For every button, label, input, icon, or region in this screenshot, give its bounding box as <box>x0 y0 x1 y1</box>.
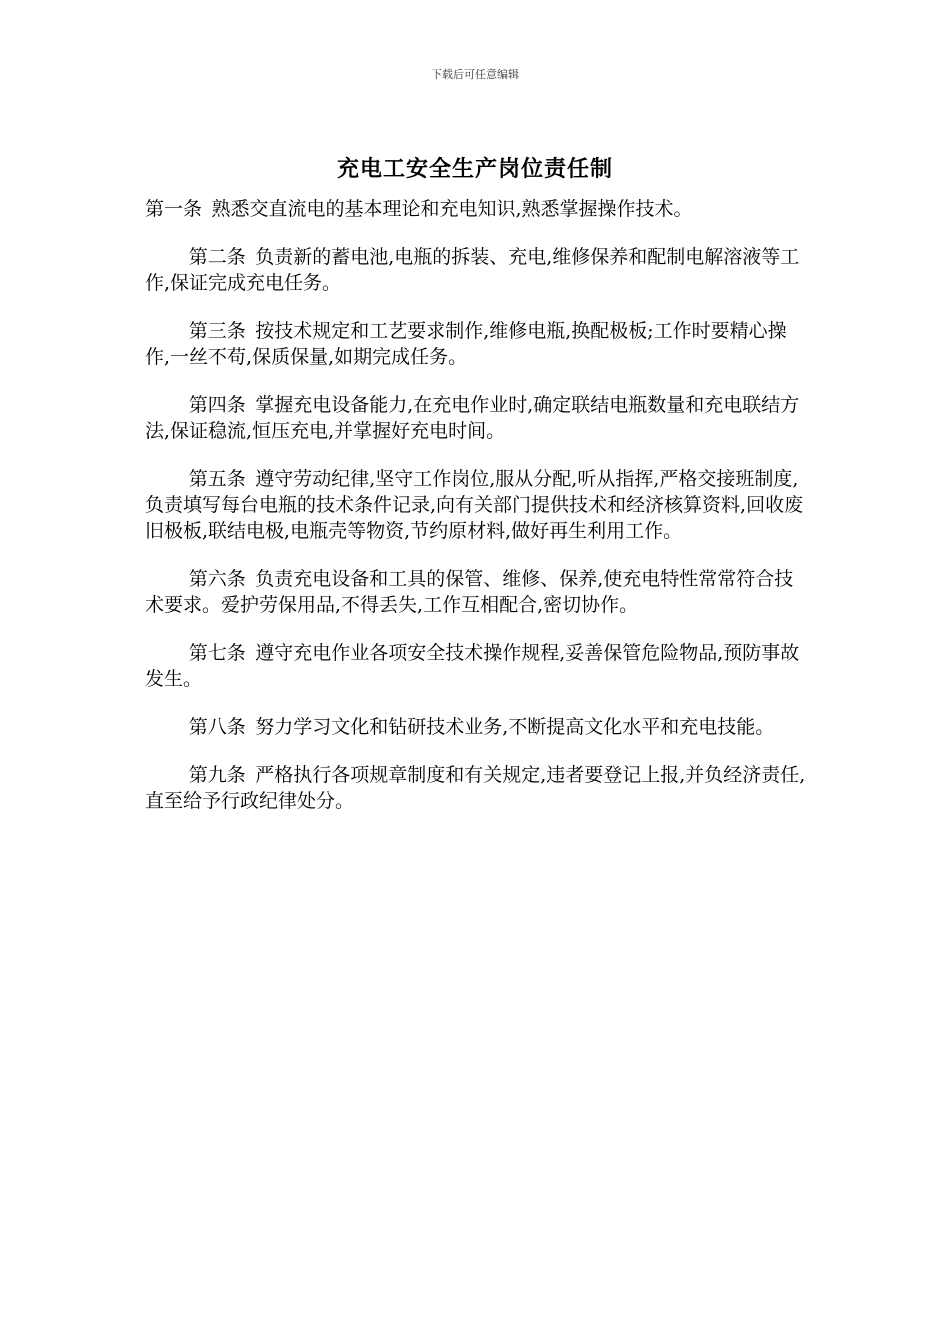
article-text: 负责充电设备和工具的保管、维修、保养,使充电特性常常符合技术要求。爱护劳保用品,不得丢失,工作互相配合,密切协作。 <box>145 568 794 616</box>
article-heading: 第八条 <box>188 716 246 738</box>
article-5 <box>145 466 807 544</box>
article-text: 遵守劳动纪律,坚守工作岗位,服从分配,听从指挥,严格交接班制度,负责填写每台电瓶的技术条件记录,向有关部门提供技术和经济核算资料,回收废旧极板,联结电极,电瓶壳等物资,节约原材料,做好再生利用工作。 <box>145 468 804 542</box>
article-8 <box>145 714 807 740</box>
article-6 <box>145 566 807 618</box>
article-heading: 第一条 <box>145 198 203 220</box>
header-note: 下载后可任意编辑 <box>431 68 519 81</box>
article-heading: 第七条 <box>188 642 246 664</box>
article-text: 负责新的蓄电池,电瓶的拆装、充电,维修保养和配制电解溶液等工作,保证完成充电任务。 <box>145 246 800 294</box>
article-7 <box>145 640 807 692</box>
article-text: 遵守充电作业各项安全技术操作规程,妥善保管危险物品,预防事故发生。 <box>145 642 800 690</box>
article-3 <box>145 318 807 370</box>
article-heading: 第四条 <box>188 394 246 416</box>
document-body <box>145 196 807 836</box>
article-heading: 第二条 <box>188 246 246 268</box>
article-text: 努力学习文化和钻研技术业务,不断提高文化水平和充电技能。 <box>255 716 775 738</box>
article-heading: 第三条 <box>188 320 246 342</box>
article-text: 按技术规定和工艺要求制作,维修电瓶,换配极板;工作时要精心操作,一丝不苟,保质保量,如期完成任务。 <box>145 320 787 368</box>
article-1 <box>145 196 807 222</box>
document-title: 充电工安全生产岗位责任制 <box>336 156 613 182</box>
article-4 <box>145 392 807 444</box>
article-text: 掌握充电设备能力,在充电作业时,确定联结电瓶数量和充电联结方法,保证稳流,恒压充电,并掌握好充电时间。 <box>145 394 800 442</box>
article-heading: 第五条 <box>188 468 246 490</box>
article-2 <box>145 244 807 296</box>
article-text: 严格执行各项规章制度和有关规定,违者要登记上报,并负经济责任,直至给予行政纪律处分。 <box>145 764 806 812</box>
article-heading: 第六条 <box>188 568 246 590</box>
article-9 <box>145 762 807 814</box>
article-heading: 第九条 <box>188 764 246 786</box>
article-text: 熟悉交直流电的基本理论和充电知识,熟悉掌握操作技术。 <box>211 198 693 220</box>
